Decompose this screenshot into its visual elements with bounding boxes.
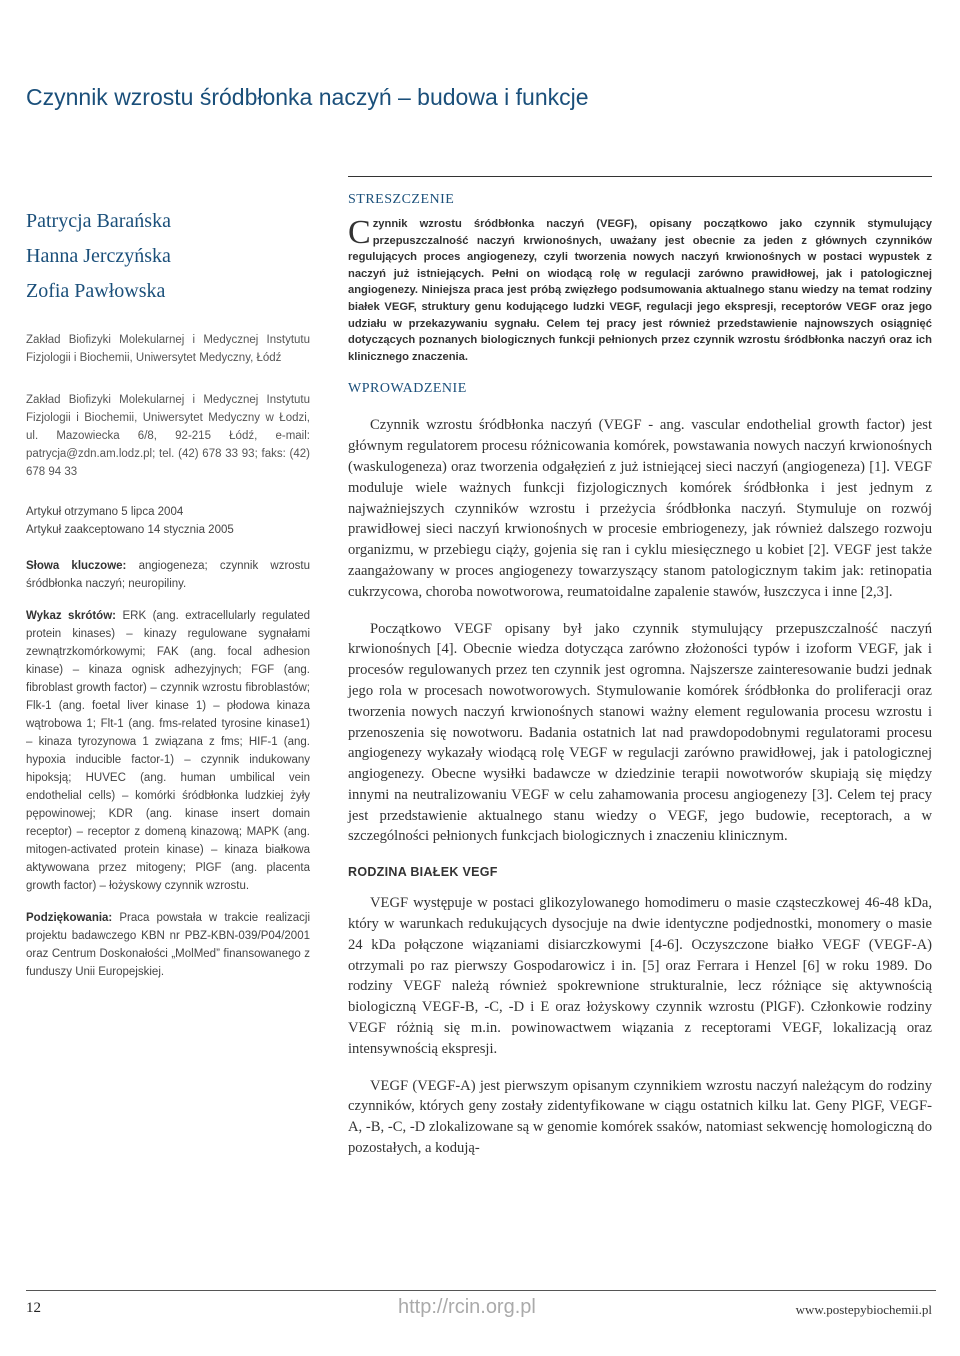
source-url-link[interactable]: http://rcin.org.pl bbox=[398, 1296, 536, 1318]
drop-cap: C bbox=[348, 214, 371, 251]
abbreviations-label: Wykaz skrótów: bbox=[26, 610, 116, 622]
paragraph: VEGF (VEGF-A) jest pierwszym opisanym czynnikiem wzrostu naczyń należącym do rodziny czynników, których geny zostały zidentyfikowane w ciągu ostatnich kilku lat. Geny PlGF, VEGF-A, -B, -C, -D zlokalizowane są w genomie komórek ssaków, natomiast sekwencję homologiczną do pozostałych, a kodują- bbox=[348, 1077, 932, 1157]
paragraph: VEGF występuje w postaci glikozylowanego homodimeru o masie cząsteczkowej 46-48 kDa, który w warunkach redukujących dysocjuje na dwie identyczne podjednostki, monomery o masie 24 kDa połączone wiązaniami disiarczkowymi [4-6]. Oczyszczone białko VEGF (VEGF-A) otrzymali po raz pierwszy Gospodarowicz i in. [5] oraz Ferrara i Henzel [6] w roku 1989. Do rodziny VEGF należą również spokrewnione strukturalnie, lecz różniące się aktywnością biologiczną VEGF-B, -C, -D i E oraz łożyskowy czynnik wzrostu (PlGF). Członkowie rodziny VEGF różnią się m.in. powinowactwem wiązania z receptorami VEGF, lokalizacją oraz intensywnością ekspresji. bbox=[348, 895, 932, 1057]
author-name: Zofia Pawłowska bbox=[26, 280, 166, 302]
correspondence: Zakład Biofizyki Molekularnej i Medycznej Instytutu Fizjologii i Biochemii, Uniwersytet Medyczny w Łodzi, ul. Mazowiecka 6/8, 92-215 Łódź, e-mail: patrycja@zdn.am.lodz.pl; tel. (42) 678 33 93; faks: (42) 678 94 33 bbox=[26, 394, 310, 478]
author-name: Hanna Jerczyńska bbox=[26, 245, 171, 267]
abstract bbox=[348, 216, 932, 365]
acknowledgements-label: Podziękowania: bbox=[26, 912, 113, 924]
abstract-text: zynnik wzrostu śródbłonka naczyń (VEGF), opisany początkowo jako czynnik stymulujący przepuszczalność naczyń krwionośnych, uważany jest obecnie za jeden z głównych czynników regulujących proces angiogenezy, czyli tworzenia nowych naczyń krwionośnych w postaci wypustek z naczyń już istniejących. Pełni on wiodącą rolę w regulacji zarówno prawidłowej, jak i patologicznej angiogenezy. Niniejsza praca jest próbą zwięzłego podsumowania aktualnego stanu wiedzy na temat rodziny białek VEGF, struktury genu kodującego ludzki VEGF, regulacji jego ekspresji, receptorów VEGF oraz jego udziału w przekazywaniu sygnału. Celem tej pracy jest również przedstawienie najnowszych osiągnięć dotyczących poznanych biologicznych funkcji pełnionych przez czynnik wzrostu śródbłonka naczyń oraz ich klinicznego znaczenia. bbox=[348, 218, 932, 363]
page-footer bbox=[26, 1296, 936, 1320]
article-info bbox=[26, 503, 310, 981]
accepted-date: Artykuł zaakceptowano 14 stycznia 2005 bbox=[26, 524, 234, 536]
page-number: 12 bbox=[26, 1300, 41, 1316]
intro-section bbox=[348, 415, 932, 847]
keywords-label: Słowa kluczowe: bbox=[26, 560, 127, 572]
family-heading: RODZINA BIAŁEK VEGF bbox=[348, 865, 498, 880]
received-date: Artykuł otrzymano 5 lipca 2004 bbox=[26, 506, 184, 518]
article-title: Czynnik wzrostu śródbłonka naczyń – budowa i funkcje bbox=[26, 84, 589, 110]
acknowledgements: Praca powstała w trakcie realizacji projektu badawczego KBN nr PBZ-KBN-039/P04/2001 oraz Centrum Doskonałości „MolMed” finansowanego z funduszy Unii Europejskiej. bbox=[26, 912, 310, 978]
abbreviations: ERK (ang. extracellularly regulated protein kinases) – kinazy regulowane sygnałami zewnątrzkomórkowymi; FAK (ang. focal adhesion kinase) – kinaza ognisk adhezyjnych; FGF (ang. fibroblast growth factor) – czynnik wzrostu fibroblastów; Flk-1 (ang. foetal liver kinase 1) – płodowa kinaza wątrobowa 1; Flt-1 (ang. fms-related tyrosine kinase1) – kinaza tyrozynowa 1 związana z fms; HIF-1 (ang. hypoxia inducible factor-1) – czynnik indukowany hipoksją; HUVEC (ang. human umbilical vein endothelial cells) – komórki śródbłonka ludzkiej żyły pępowinowej; KDR (ang. kinase insert domain receptor) – receptor z domeną kinazową; MAPK (ang. mitogen-activated protein kinase) – kinaza białkowa aktywowana przez mitogeny; PlGF (ang. placenta growth factor) – łożyskowy czynnik wzrostu. bbox=[26, 610, 311, 892]
author-list bbox=[26, 210, 310, 303]
keywords: angiogeneza; czynnik wzrostu śródbłonka naczyń; neuropiliny. bbox=[26, 560, 311, 590]
footer-rule bbox=[26, 1290, 936, 1291]
left-column bbox=[26, 210, 310, 995]
abstract-heading: STRESZCZENIE bbox=[348, 192, 455, 207]
intro-heading: WPROWADZENIE bbox=[348, 381, 467, 397]
author-name: Patrycja Barańska bbox=[26, 210, 171, 232]
family-section bbox=[348, 893, 932, 1159]
affiliation: Zakład Biofizyki Molekularnej i Medycznej Instytutu Fizjologii i Biochemii, Uniwersytet Medyczny, Łódź bbox=[26, 334, 310, 364]
paragraph: Początkowo VEGF opisany był jako czynnik stymulujący przepuszczalność naczyń krwionośnych [4]. Obecnie wiedza dotycząca zarówno złożoności typów i izoform VEGF, jak i procesów regulowanych przez ten czynnik jest ogromna. Najszersze zainteresowanie budzi jednak jego rola w procesach nowotworowych. Stymulowanie komórek śródbłonka do proliferacji oraz tworzenia nowych naczyń krwionośnych stanowi ważny element regulowania procesu wzrostu i przenoszenia się nowotworu. Badania ostatnich lat nad prawdopodobnymi regulatorami procesu angiogenezy wykazały wiodącą rolę VEGF w regulacji zarówno prawidłowej, jak i patologicznej angiogenezy. Obecne wysiłki badawcze w dziedzinie terapii nowotworów skupiają się między innymi na neutralizowaniu VEGF w celu zahamowania procesu angiogenezy [3]. Celem tej pracy jest przedstawienie aktualnego stanu wiedzy o VEGF, jego budowie, receptorach, a w szczególności pełnionych funkcjach biologicznych i znaczeniu klinicznym. bbox=[348, 620, 932, 845]
paragraph: Czynnik wzrostu śródbłonka naczyń (VEGF - ang. vascular endothelial growth factor) jest głównym regulatorem procesu różnicowania komórek, powstawania nowych naczyń krwionośnych (waskulogeneza) oraz tworzenia odgałęzień z już istniejącej sieci naczyń (angiogeneza) [1]. VEGF moduluje wiele ważnych funkcji fizjologicznych komórek śródbłonka i jest jednym z najważniejszych czynników wzrostu i przeżycia śródbłonka naczyń. Stymuluje on rozwój prawidłowej sieci naczyń krwionośnych w procesie embriogenezy, jak również dalszego rozwoju organizmu, w przebiegu ciąży, gojenia się ran i cyklu miesięcznego u kobiet [2]. VEGF jest także zaangażowany w proces angiogenezy towarzyszący stanom patologicznym takim jak: retinopatia cukrzycowa, choroba nowotworowa, reumatoidalne zapalenie stawów, łuszczyca i inne [2,3]. bbox=[348, 417, 932, 600]
journal-url-link[interactable]: www.postepybiochemii.pl bbox=[795, 1302, 932, 1317]
right-column bbox=[348, 176, 932, 1175]
